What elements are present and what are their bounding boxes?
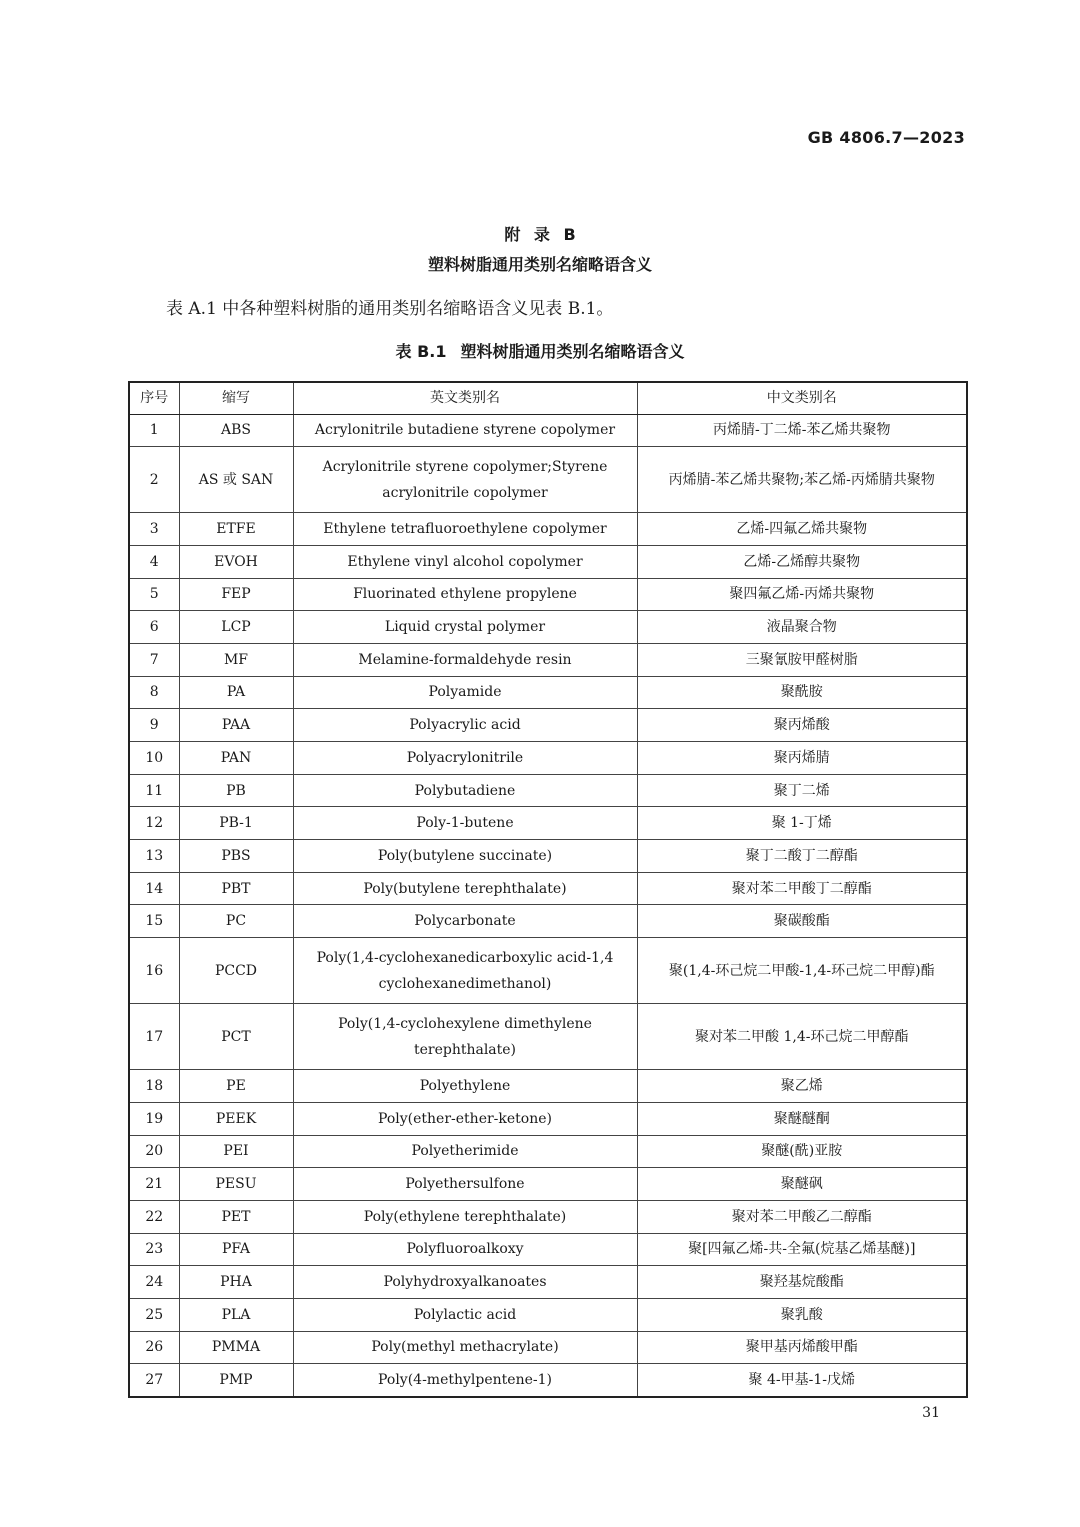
table-caption-text: 塑料树脂通用类别名缩略语含义 — [460, 342, 685, 361]
row-no: 20 — [129, 1135, 179, 1168]
row-no: 9 — [129, 709, 179, 742]
header-chinese-name: 中文类别名 — [637, 382, 967, 414]
row-chinese-name: 聚丁二烯 — [637, 774, 967, 807]
row-chinese-name: 聚醚砜 — [637, 1168, 967, 1201]
row-chinese-name: 丙烯腈-苯乙烯共聚物;苯乙烯-丙烯腈共聚物 — [637, 447, 967, 513]
row-english-name: Polyetherimide — [293, 1135, 637, 1168]
row-no: 7 — [129, 643, 179, 676]
row-english-name: Polyamide — [293, 676, 637, 709]
table-row — [129, 676, 967, 709]
row-english-name: Poly(4-methylpentene-1) — [293, 1364, 637, 1397]
row-no: 1 — [129, 414, 179, 447]
row-english-name: Melamine-formaldehyde resin — [293, 643, 637, 676]
row-chinese-name: 聚对苯二甲酸乙二醇酯 — [637, 1200, 967, 1233]
row-english-name: Ethylene vinyl alcohol copolymer — [293, 545, 637, 578]
table-row — [129, 414, 967, 447]
table-row — [129, 1070, 967, 1103]
row-english-name: Ethylene tetrafluoroethylene copolymer — [293, 513, 637, 546]
row-abbr: PCCD — [179, 938, 293, 1004]
table-row — [129, 872, 967, 905]
row-abbr: ABS — [179, 414, 293, 447]
table-row — [129, 578, 967, 611]
row-english-name: Polyfluoroalkoxy — [293, 1233, 637, 1266]
row-no: 10 — [129, 742, 179, 775]
row-chinese-name: 聚羟基烷酸酯 — [637, 1266, 967, 1299]
row-abbr: PMMA — [179, 1331, 293, 1364]
table-row — [129, 1004, 967, 1070]
row-english-name: Polyacrylonitrile — [293, 742, 637, 775]
row-no: 5 — [129, 578, 179, 611]
table-row — [129, 1200, 967, 1233]
row-abbr: PC — [179, 905, 293, 938]
row-chinese-name: 聚丁二酸丁二醇酯 — [637, 840, 967, 873]
row-chinese-name: 三聚氰胺甲醛树脂 — [637, 643, 967, 676]
table-caption-number: 表 B.1 — [395, 342, 447, 361]
row-no: 23 — [129, 1233, 179, 1266]
abbreviation-table — [128, 381, 968, 1398]
table-row — [129, 1168, 967, 1201]
standard-code: GB 4806.7—2023 — [807, 128, 965, 147]
row-chinese-name: 液晶聚合物 — [637, 611, 967, 644]
row-chinese-name: 聚丙烯酸 — [637, 709, 967, 742]
row-no: 24 — [129, 1266, 179, 1299]
row-chinese-name: 聚 4-甲基-1-戊烯 — [637, 1364, 967, 1397]
intro-paragraph: 表 A.1 中各种塑料树脂的通用类别名缩略语含义见表 B.1。 — [166, 299, 614, 319]
row-abbr: PB-1 — [179, 807, 293, 840]
row-chinese-name: 聚[四氟乙烯-共-全氟(烷基乙烯基醚)] — [637, 1233, 967, 1266]
row-no: 22 — [129, 1200, 179, 1233]
row-english-name: Polylactic acid — [293, 1298, 637, 1331]
row-no: 12 — [129, 807, 179, 840]
row-english-name: Poly-1-butene — [293, 807, 637, 840]
row-no: 21 — [129, 1168, 179, 1201]
table-row — [129, 938, 967, 1004]
row-english-name: Poly(methyl methacrylate) — [293, 1331, 637, 1364]
row-chinese-name: 聚四氟乙烯-丙烯共聚物 — [637, 578, 967, 611]
table-row — [129, 807, 967, 840]
appendix-subtitle: 塑料树脂通用类别名缩略语含义 — [427, 255, 652, 274]
table-row — [129, 1364, 967, 1397]
table-row — [129, 1233, 967, 1266]
row-no: 4 — [129, 545, 179, 578]
table-row — [129, 643, 967, 676]
row-chinese-name: 乙烯-乙烯醇共聚物 — [637, 545, 967, 578]
row-english-name: Poly(ethylene terephthalate) — [293, 1200, 637, 1233]
row-no: 13 — [129, 840, 179, 873]
row-no: 25 — [129, 1298, 179, 1331]
row-chinese-name: 聚碳酸酯 — [637, 905, 967, 938]
row-abbr: PBT — [179, 872, 293, 905]
row-english-name: Poly(butylene succinate) — [293, 840, 637, 873]
row-chinese-name: 聚酰胺 — [637, 676, 967, 709]
header-english-name: 英文类别名 — [293, 382, 637, 414]
row-english-name: Acrylonitrile styrene copolymer;Styrene acrylonitrile copolymer — [293, 447, 637, 513]
row-chinese-name: 聚甲基丙烯酸甲酯 — [637, 1331, 967, 1364]
row-no: 6 — [129, 611, 179, 644]
row-no: 27 — [129, 1364, 179, 1397]
row-english-name: Poly(1,4-cyclohexanedicarboxylic acid-1,4 cyclohexanedimethanol) — [293, 938, 637, 1004]
row-abbr: PFA — [179, 1233, 293, 1266]
row-abbr: EVOH — [179, 545, 293, 578]
table-row — [129, 1298, 967, 1331]
row-no: 11 — [129, 774, 179, 807]
row-abbr: PCT — [179, 1004, 293, 1070]
row-english-name: Poly(1,4-cyclohexylene dimethylene terephthalate) — [293, 1004, 637, 1070]
row-abbr: ETFE — [179, 513, 293, 546]
row-english-name: Polyethylene — [293, 1070, 637, 1103]
row-abbr: PLA — [179, 1298, 293, 1331]
table-row — [129, 513, 967, 546]
table-row — [129, 774, 967, 807]
row-no: 15 — [129, 905, 179, 938]
row-abbr: PHA — [179, 1266, 293, 1299]
table-row — [129, 709, 967, 742]
page-number: 31 — [922, 1405, 940, 1421]
row-abbr: PEEK — [179, 1102, 293, 1135]
row-no: 26 — [129, 1331, 179, 1364]
row-english-name: Polycarbonate — [293, 905, 637, 938]
row-abbr: PEI — [179, 1135, 293, 1168]
row-english-name: Polybutadiene — [293, 774, 637, 807]
row-english-name: Liquid crystal polymer — [293, 611, 637, 644]
row-english-name: Polyacrylic acid — [293, 709, 637, 742]
row-abbr: PE — [179, 1070, 293, 1103]
row-chinese-name: 聚对苯二甲酸丁二醇酯 — [637, 872, 967, 905]
header-no: 序号 — [129, 382, 179, 414]
row-abbr: PESU — [179, 1168, 293, 1201]
row-no: 19 — [129, 1102, 179, 1135]
row-english-name: Poly(butylene terephthalate) — [293, 872, 637, 905]
row-abbr: AS 或 SAN — [179, 447, 293, 513]
table-row — [129, 742, 967, 775]
row-abbr: MF — [179, 643, 293, 676]
row-abbr: PAA — [179, 709, 293, 742]
row-abbr: PA — [179, 676, 293, 709]
appendix-title: 附 录 B — [504, 225, 576, 244]
row-no: 3 — [129, 513, 179, 546]
table-row — [129, 1102, 967, 1135]
row-abbr: PAN — [179, 742, 293, 775]
row-chinese-name: 聚丙烯腈 — [637, 742, 967, 775]
row-english-name: Poly(ether-ether-ketone) — [293, 1102, 637, 1135]
table-row — [129, 840, 967, 873]
row-english-name: Polyhydroxyalkanoates — [293, 1266, 637, 1299]
table-row — [129, 611, 967, 644]
row-no: 18 — [129, 1070, 179, 1103]
table-row — [129, 447, 967, 513]
row-no: 14 — [129, 872, 179, 905]
row-chinese-name: 聚(1,4-环己烷二甲酸-1,4-环己烷二甲醇)酯 — [637, 938, 967, 1004]
row-abbr: LCP — [179, 611, 293, 644]
row-no: 17 — [129, 1004, 179, 1070]
header-abbr: 缩写 — [179, 382, 293, 414]
row-no: 2 — [129, 447, 179, 513]
table-row — [129, 1266, 967, 1299]
table-row — [129, 1331, 967, 1364]
row-chinese-name: 聚 1-丁烯 — [637, 807, 967, 840]
row-no: 16 — [129, 938, 179, 1004]
row-chinese-name: 丙烯腈-丁二烯-苯乙烯共聚物 — [637, 414, 967, 447]
row-abbr: PB — [179, 774, 293, 807]
row-english-name: Acrylonitrile butadiene styrene copolymer — [293, 414, 637, 447]
table-row — [129, 545, 967, 578]
table-header-row — [129, 382, 967, 414]
row-chinese-name: 乙烯-四氟乙烯共聚物 — [637, 513, 967, 546]
row-chinese-name: 聚乳酸 — [637, 1298, 967, 1331]
row-chinese-name: 聚乙烯 — [637, 1070, 967, 1103]
table-row — [129, 905, 967, 938]
row-abbr: PET — [179, 1200, 293, 1233]
table-caption — [0, 339, 1080, 362]
row-abbr: PBS — [179, 840, 293, 873]
row-abbr: FEP — [179, 578, 293, 611]
table-row — [129, 1135, 967, 1168]
row-chinese-name: 聚醚(酰)亚胺 — [637, 1135, 967, 1168]
row-chinese-name: 聚醚醚酮 — [637, 1102, 967, 1135]
row-no: 8 — [129, 676, 179, 709]
row-chinese-name: 聚对苯二甲酸 1,4-环己烷二甲醇酯 — [637, 1004, 967, 1070]
row-english-name: Fluorinated ethylene propylene — [293, 578, 637, 611]
row-english-name: Polyethersulfone — [293, 1168, 637, 1201]
row-abbr: PMP — [179, 1364, 293, 1397]
